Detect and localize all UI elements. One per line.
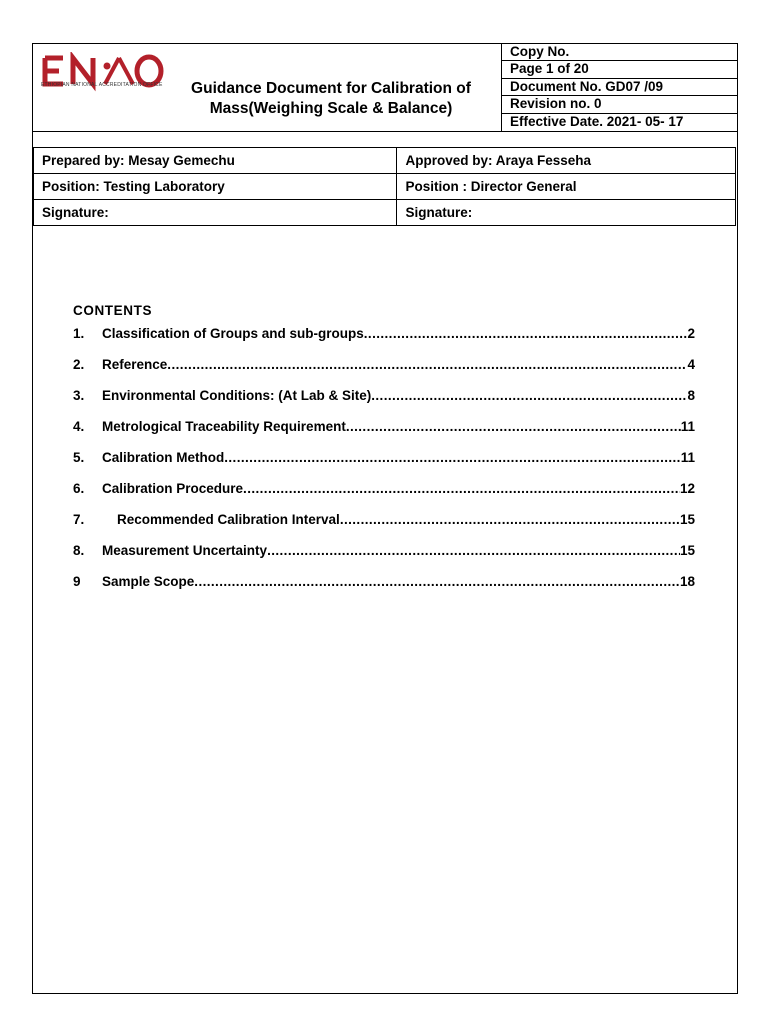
toc-page: 11 (680, 419, 695, 434)
toc-leader (340, 512, 680, 527)
toc-number: 6. (73, 481, 85, 496)
toc-title: Classification of Groups and sub-groups (102, 326, 364, 341)
document-title (161, 79, 501, 119)
toc-item[interactable] (73, 326, 695, 357)
page-number: Page 1 of 20 (502, 61, 737, 78)
approval-row (34, 148, 736, 174)
position-row (34, 174, 736, 200)
toc-title: Recommended Calibration Interval (117, 512, 340, 527)
toc-number: 1. (73, 326, 85, 341)
toc-number: 4. (73, 419, 85, 434)
position-right: Position : Director General (397, 174, 736, 200)
document-number: Document No. GD07 /09 (502, 79, 737, 96)
logo-subtitle-line: ETHIOPIAN NATIONAL ACCREDITATION OFFICE (41, 82, 163, 88)
toc-item[interactable] (73, 419, 695, 450)
toc-leader (167, 357, 687, 372)
approved-by: Approved by: Araya Fesseha (397, 148, 736, 174)
toc-page: 8 (687, 388, 695, 403)
signature-left: Signature: (34, 200, 397, 226)
document-meta (501, 44, 737, 131)
toc-title: Environmental Conditions: (At Lab & Site) (102, 388, 372, 403)
toc-page: 18 (679, 574, 695, 589)
prepared-by: Prepared by: Mesay Gemechu (34, 148, 397, 174)
enao-logo (41, 52, 167, 108)
toc-leader (267, 543, 680, 558)
table-of-contents (73, 326, 695, 605)
toc-item[interactable] (73, 512, 695, 543)
toc-number: 7. (73, 512, 85, 527)
toc-leader (194, 574, 680, 589)
toc-page: 12 (679, 481, 695, 496)
toc-title: Measurement Uncertainty (102, 543, 268, 558)
toc-page: 2 (687, 326, 695, 341)
toc-number: 2. (73, 357, 85, 372)
toc-number: 3. (73, 388, 85, 403)
toc-leader (371, 388, 687, 403)
approval-table (33, 147, 736, 226)
toc-title: Sample Scope (102, 574, 195, 589)
toc-number: 8. (73, 543, 85, 558)
revision-number: Revision no. 0 (502, 96, 737, 113)
toc-item[interactable] (73, 450, 695, 481)
toc-page: 11 (680, 450, 695, 465)
logo-subtitle (41, 82, 163, 88)
toc-item[interactable] (73, 574, 695, 605)
logo-title-cell (33, 44, 501, 131)
toc-leader (364, 326, 688, 341)
contents-heading: CONTENTS (73, 303, 153, 318)
toc-title: Calibration Procedure (102, 481, 244, 496)
toc-item[interactable] (73, 481, 695, 512)
toc-leader (346, 419, 681, 434)
copy-no: Copy No. (502, 44, 737, 61)
toc-page: 4 (687, 357, 695, 372)
toc-title: Reference (102, 357, 168, 372)
signature-right: Signature: (397, 200, 736, 226)
document-header (33, 44, 737, 131)
toc-leader (243, 481, 680, 496)
toc-leader (224, 450, 680, 465)
toc-number: 5. (73, 450, 85, 465)
toc-item[interactable] (73, 543, 695, 574)
toc-item[interactable] (73, 357, 695, 388)
effective-date: Effective Date. 2021- 05- 17 (510, 113, 684, 129)
position-left: Position: Testing Laboratory (34, 174, 397, 200)
toc-item[interactable] (73, 388, 695, 419)
signature-row (34, 200, 736, 226)
toc-number: 9 (73, 574, 81, 589)
toc-title: Calibration Method (102, 450, 225, 465)
header-divider (33, 131, 737, 132)
toc-page: 15 (679, 512, 695, 527)
title-line-2: Mass(Weighing Scale & Balance) (209, 100, 453, 117)
toc-title: Metrological Traceability Requirement (102, 419, 346, 434)
toc-page: 15 (679, 543, 695, 558)
title-line-1: Guidance Document for Calibration of (191, 80, 471, 97)
